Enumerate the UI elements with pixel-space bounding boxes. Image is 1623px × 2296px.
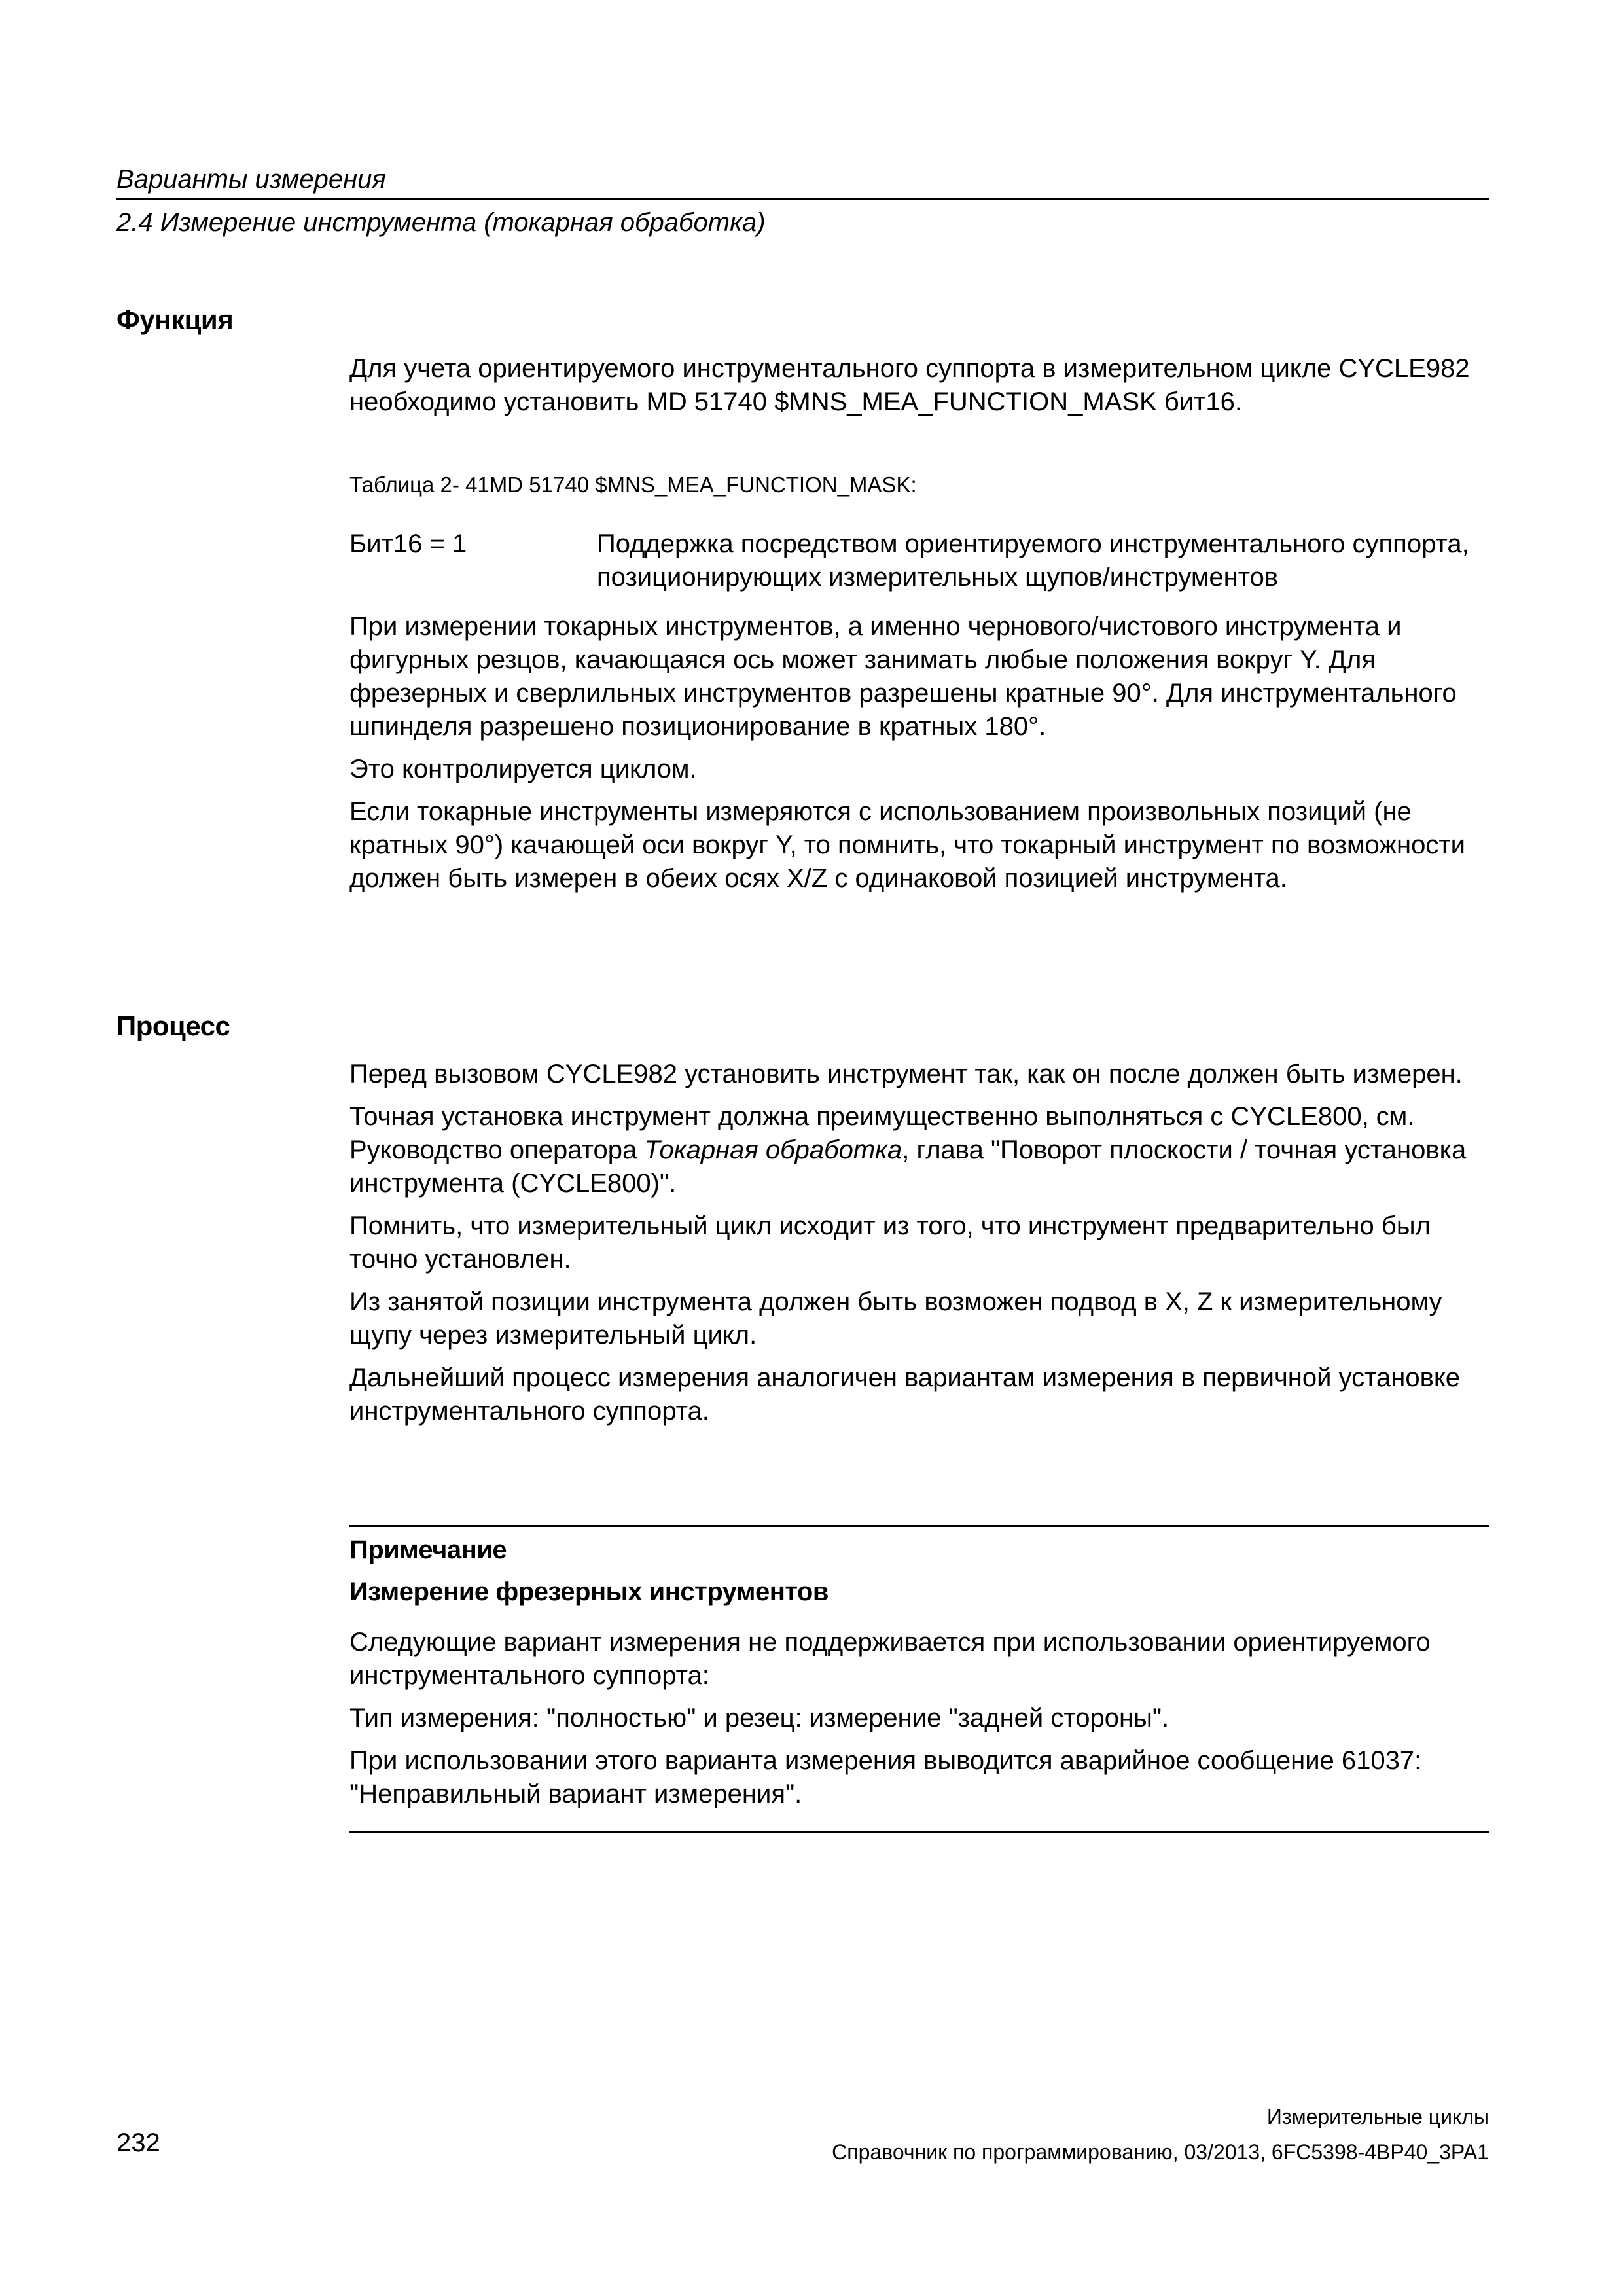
section-title-function: Функция bbox=[116, 304, 234, 335]
footer-book-title: Измерительные циклы bbox=[1266, 2105, 1489, 2128]
table-key: Бит16 = 1 bbox=[349, 529, 467, 558]
paragraph: Тип измерения: "полностью" и резец: измерение "задней стороны". bbox=[349, 1704, 1169, 1732]
paragraph: Дальнейший процесс измерения аналогичен вариантам измерения в первичной установке инструментального суппорта. bbox=[349, 1363, 1461, 1426]
text-run: , глава "Поворот плоскости / точная установка инструмента (CYCLE800)". bbox=[349, 1136, 1467, 1198]
paragraph: Следующие вариант измерения не поддерживается при использовании ориентируемого инструментального суппорта: bbox=[349, 1628, 1431, 1690]
note-label: Примечание bbox=[349, 1535, 507, 1564]
paragraph: При использовании этого варианта измерения выводится аварийное сообщение 61037: "Неправильный вариант измерения". bbox=[349, 1746, 1422, 1808]
process-body bbox=[349, 1058, 1488, 1428]
paragraph: При измерении токарных инструментов, а именно чернового/чистового инструмента и фигурных резцов, качающаяся ось может занимать любые положения вокруг Y. Для фрезерных и сверлильных инструментов разрешены кратные 90°. Для инструментального шпинделя разрешено позиционирование в кратных 180°. bbox=[349, 612, 1457, 741]
note-top-rule bbox=[349, 1525, 1489, 1527]
note-body bbox=[349, 1626, 1488, 1811]
paragraph: Из занятой позиции инструмента должен быть возможен подвод в X, Z к измерительному щупу через измерительный цикл. bbox=[349, 1287, 1442, 1350]
note-title: Измерение фрезерных инструментов bbox=[349, 1577, 829, 1606]
footer-reference: Справочник по программированию, 03/2013, 6FC5398-4BP40_3PA1 bbox=[832, 2140, 1489, 2164]
page-number: 232 bbox=[116, 2128, 160, 2157]
running-header-title: Варианты измерения bbox=[116, 165, 386, 194]
paragraph: Перед вызовом CYCLE982 установить инструмент так, как он после должен быть измерен. bbox=[349, 1060, 1463, 1088]
running-header-section: 2.4 Измерение инструмента (токарная обработка) bbox=[116, 208, 766, 237]
note-bottom-rule bbox=[349, 1831, 1489, 1833]
manual-reference: Токарная обработка bbox=[644, 1136, 902, 1164]
text-run: Точная установка инструмент должна преимущественно выполняться с CYCLE800, см. Руководство оператора bbox=[349, 1102, 1415, 1164]
paragraph bbox=[349, 1100, 1488, 1200]
section-title-process: Процесс bbox=[116, 1011, 230, 1041]
table-value: Поддержка посредством ориентируемого инструментального суппорта, позиционирующих измерительных щупов/инструментов bbox=[597, 529, 1469, 592]
paragraph: Помнить, что измерительный цикл исходит из того, что инструмент предварительно был точно установлен. bbox=[349, 1211, 1431, 1274]
header-rule bbox=[116, 198, 1489, 200]
paragraph: Это контролируется циклом. bbox=[349, 755, 697, 783]
paragraph: Если токарные инструменты измеряются с использованием произвольных позиций (не кратных 90°) качающей оси вокруг Y, то помнить, что токарный инструмент по возможности должен быть измерен в обеих осях X/Z с одинаковой позицией инструмента. bbox=[349, 797, 1465, 893]
table-caption: Таблица 2- 41MD 51740 $MNS_MEA_FUNCTION_MASK: bbox=[349, 473, 917, 497]
paragraph: Для учета ориентируемого инструментального суппорта в измерительном цикле CYCLE982 необходимо установить MD 51740 $MNS_MEA_FUNCTION_MASK бит16. bbox=[349, 354, 1470, 416]
function-body bbox=[349, 610, 1488, 895]
function-intro bbox=[349, 352, 1488, 419]
